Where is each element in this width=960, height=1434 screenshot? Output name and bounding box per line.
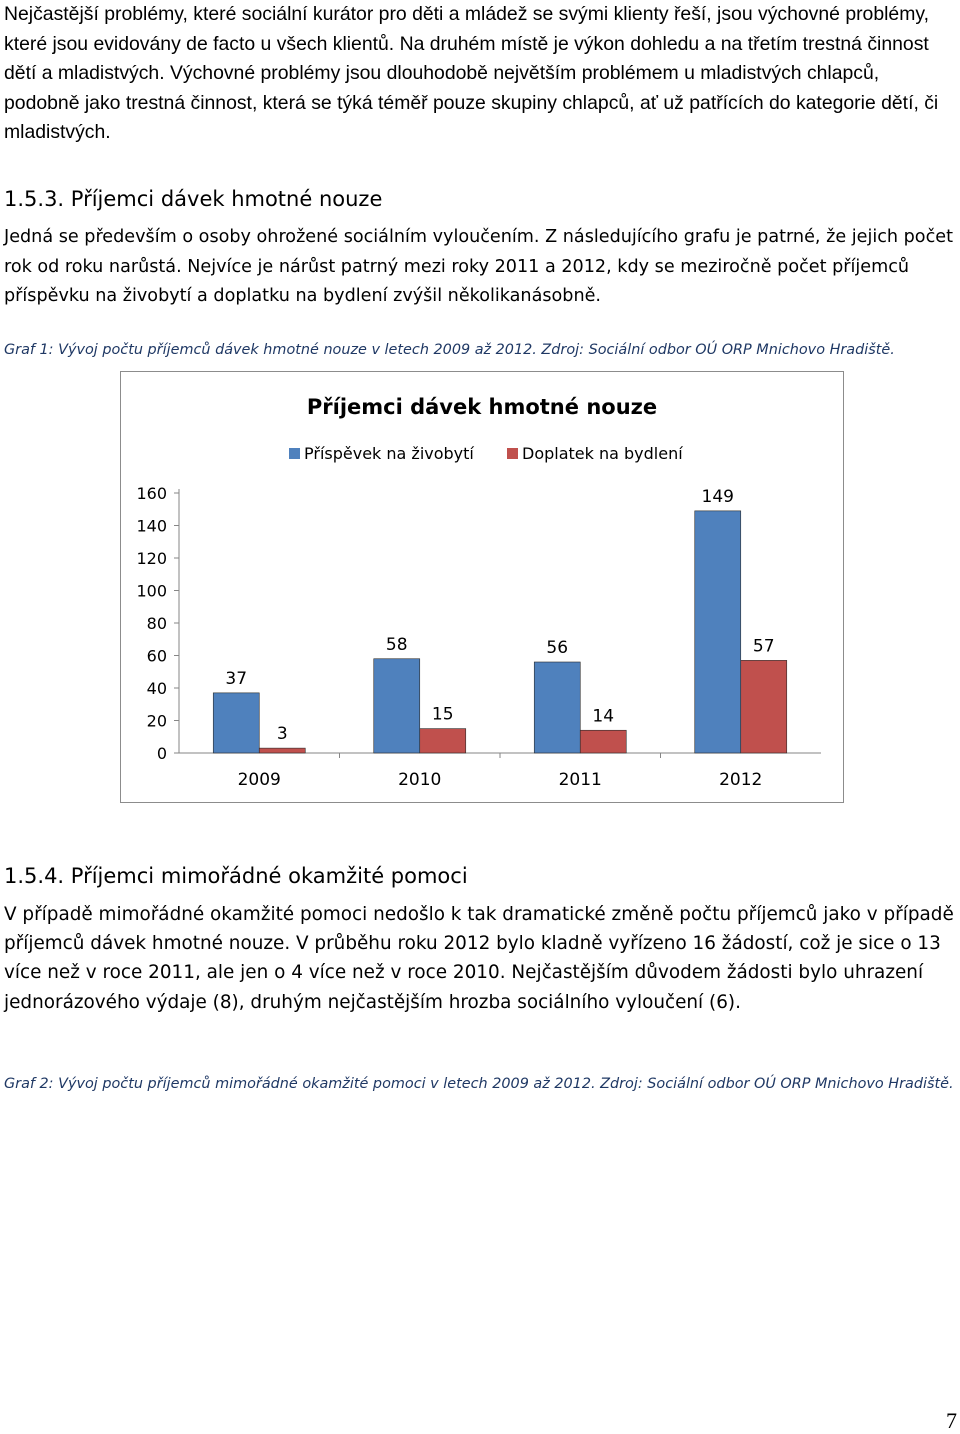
- bar-2009-series-2: [259, 748, 305, 753]
- y-tick-label: 160: [136, 484, 167, 503]
- legend-label-2: Doplatek na bydlení: [522, 444, 683, 463]
- bar-2012-series-1: [695, 511, 741, 753]
- data-label-2009-series-2: 3: [276, 724, 288, 745]
- data-label-2010-series-2: 15: [431, 704, 454, 725]
- legend-swatch-1: [289, 448, 300, 459]
- bar-2011-series-1: [534, 662, 580, 753]
- data-label-2011-series-1: 56: [546, 638, 569, 658]
- data-label-2011-series-2: 14: [592, 706, 615, 727]
- y-tick-label: 140: [136, 516, 167, 536]
- data-label-2012-series-2: 57: [752, 636, 775, 657]
- bar-chart: [121, 372, 843, 802]
- bar-2011-series-2: [580, 730, 626, 753]
- y-tick-label: 100: [136, 581, 167, 601]
- bar-2010-series-1: [374, 659, 420, 753]
- x-tick-label: 2009: [237, 770, 281, 790]
- graph-2-caption: Graf 2: Vývoj počtu příjemců mimořádné okamžité pomoci v letech 2009 až 2012. Zdroj: Sociální odbor OÚ ORP Mnichovo Hradiště.: [4, 1076, 954, 1092]
- bar-2012-series-2: [741, 660, 787, 753]
- graph-1-caption: Graf 1: Vývoj počtu příjemců dávek hmotné nouze v letech 2009 až 2012. Zdroj: Sociální odbor OÚ ORP Mnichovo Hradiště.: [4, 342, 895, 358]
- bar-2009-series-1: [213, 693, 259, 753]
- chart-title: Příjemci dávek hmotné nouze: [306, 395, 658, 419]
- y-tick-label: 40: [146, 679, 167, 698]
- y-tick-label: 80: [146, 614, 167, 633]
- x-tick-label: 2011: [558, 770, 602, 790]
- data-label-2012-series-1: 149: [701, 486, 734, 507]
- data-label-2009-series-1: 37: [225, 668, 248, 689]
- section-1-5-3-paragraph: Jedná se především o osoby ohrožené sociálním vyloučením. Z následujícího grafu je patrné, že jejich počet rok od roku narůstá. Nejvíce je nárůst patrný mezi roky 2011 a 2012, kdy se meziročně počet příjemců příspěvku na živobytí a doplatku na bydlení zvýšil několikanásobně.: [4, 227, 953, 306]
- page-number: 7: [946, 1408, 957, 1433]
- bar-chart-frame: [120, 371, 844, 803]
- bar-2010-series-2: [420, 729, 466, 753]
- y-tick-label: 120: [136, 549, 167, 568]
- legend-swatch-2: [507, 448, 518, 459]
- section-heading-1-5-3: 1.5.3. Příjemci dávek hmotné nouze: [4, 187, 383, 211]
- data-label-2010-series-1: 58: [385, 634, 408, 655]
- y-tick-label: 20: [146, 711, 167, 731]
- x-tick-label: 2012: [719, 770, 763, 790]
- section-heading-1-5-4: 1.5.4. Příjemci mimořádné okamžité pomoci: [4, 864, 468, 888]
- x-tick-label: 2010: [398, 770, 442, 790]
- intro-paragraph: Nejčastější problémy, které sociální kurátor pro děti a mládež se svými klienty řeší, jsou výchovné problémy, které jsou evidovány de facto u všech klientů. Na druhém místě je výkon dohledu a na třetím trestná činnost dětí a mladistvých. Výchovné problémy jsou dlouhodobě největším problémem u mladistvých chlapců, podobně jako trestná činnost, která se týká téměř pouze skupiny chlapců, ať už patřících do kategorie dětí, či mladistvých.: [4, 3, 939, 144]
- y-tick-label: 0: [156, 744, 167, 763]
- legend-label-1: Příspěvek na živobytí: [304, 444, 474, 463]
- y-tick-label: 60: [146, 646, 167, 666]
- section-1-5-4-paragraph: V případě mimořádné okamžité pomoci nedošlo k tak dramatické změně počtu příjemců jako v případě příjemců dávek hmotné nouze. V průběhu roku 2012 bylo kladně vyřízeno 16 žádostí, což je sice o 13 více než v roce 2011, ale jen o 4 více než v roce 2010. Nejčastějším důvodem žádosti bylo uhrazení jednorázového výdaje (8), druhým nejčastějším hrozba sociálního vyloučení (6).: [4, 904, 954, 1013]
